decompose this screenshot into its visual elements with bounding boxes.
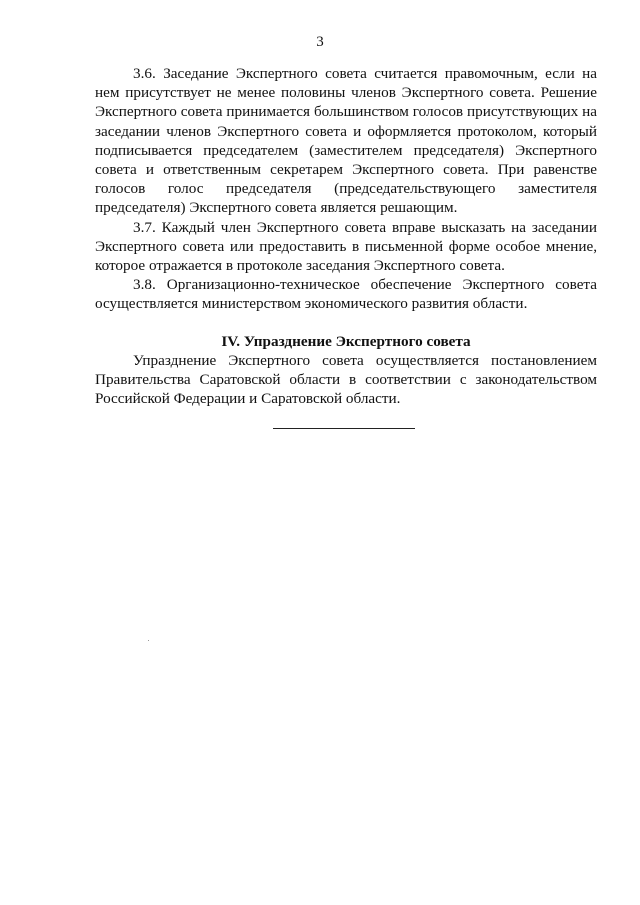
page-number: 3 xyxy=(316,34,324,50)
document-body xyxy=(95,64,597,408)
scan-speck xyxy=(148,640,149,641)
section-heading-iv: IV. Упразднение Экспертного совета xyxy=(221,332,471,350)
paragraph-3-7: 3.7. Каждый член Экспертного совета вправе высказать на заседании Экспертного совета или предоставить в письменной форме особое мнение, которое отражается в протоколе заседания Экспертного совета. xyxy=(95,218,597,275)
paragraph-section-iv: Упразднение Экспертного совета осуществляется постановлением Правительства Саратовской области в соответствии с законодательством Российской Федерации и Саратовской области. xyxy=(95,351,597,408)
end-of-document-rule xyxy=(273,428,415,429)
paragraph-3-6: 3.6. Заседание Экспертного совета считается правомочным, если на нем присутствует не менее половины членов Экспертного совета. Решение Экспертного совета принимается большинством голосов присутствующих на заседании членов Экспертного совета и оформляется протоколом, который подписывается председателем (заместителем председателя) Экспертного совета и ответственным секретарем Экспертного совета. При равенстве голосов голос председателя (председательствующего заместителя председателя) Экспертного совета является решающим. xyxy=(95,65,597,217)
paragraph-3-8: 3.8. Организационно-техническое обеспечение Экспертного совета осуществляется министерством экономического развития области. xyxy=(95,276,597,313)
